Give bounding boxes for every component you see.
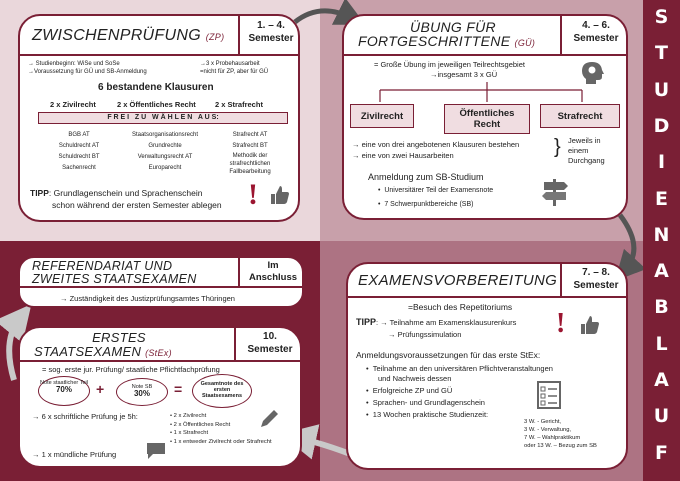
zp-subject: Verwaltungsrecht AT xyxy=(137,154,193,160)
signpost-icon xyxy=(540,176,570,206)
side-title-letter: D xyxy=(653,114,670,137)
zp-title: ZWISCHENPRÜFUNG (ZP) xyxy=(32,27,225,44)
exclamation-icon: ! xyxy=(556,308,566,339)
gu-semester: 4. – 6. Semester xyxy=(560,16,628,54)
card-zwischenpruefung xyxy=(18,14,300,222)
ex-title: EXAMENSVORBEREITUNG xyxy=(358,272,558,289)
ex-req-item: • Sprachen- und Grundlagenschein xyxy=(366,398,485,407)
ex-req-item: • 13 Wochen praktische Studienzeit: xyxy=(366,410,489,419)
thumbs-up-icon xyxy=(268,184,290,206)
ref-text: → Zuständigkeit des Justizprüfungsamtes Thüringen xyxy=(60,294,235,303)
zp-col-head: 2 x Strafrecht xyxy=(215,100,263,109)
zp-subject: Methodik der xyxy=(232,153,268,159)
zp-subject: Strafrecht AT xyxy=(232,132,268,138)
side-title-letter: N xyxy=(653,223,670,246)
stex-text: = sog. erste jur. Prüfung/ staatliche Pflichtfachprüfung xyxy=(42,365,220,374)
zp-semester: 1. – 4. Semester xyxy=(238,16,300,54)
gu-header xyxy=(344,16,626,56)
zp-text: →3 x Probehausarbeit xyxy=(200,61,260,67)
gu-box-zivilrecht: Zivilrecht xyxy=(350,104,414,128)
thumbs-up-icon xyxy=(578,314,600,336)
zp-text: →Voraussetzung für GÜ und SB-Anmeldung xyxy=(28,69,147,75)
zp-subject: Strafrecht BT xyxy=(232,143,268,149)
ex-semester: 7. – 8. Semester xyxy=(560,264,628,296)
side-title-letter: T xyxy=(655,42,668,65)
zp-text: → Studienbeginn: WiSe und SoSe xyxy=(28,61,120,67)
ref-title: REFERENDARIAT UND ZWEITES STAATSEXAMEN xyxy=(32,259,197,286)
zp-col1-list xyxy=(34,130,124,174)
ex-week-item: 3 W. - Verwaltung, xyxy=(524,427,572,433)
zp-subject: Europarecht xyxy=(148,165,182,171)
gu-bullet: → eine von zwei Hausarbeiten xyxy=(352,151,454,160)
gu-bullet: → eine von drei angebotenen Klausuren bestehen xyxy=(352,140,520,149)
zp-subject: Fallbearbeitung xyxy=(229,169,271,175)
arrow-gu-to-ex xyxy=(620,215,634,270)
gu-sb-item: • 7 Schwerpunktbereiche (SB) xyxy=(378,201,474,208)
stex-title: ERSTES STAATSEXAMEN (StEx) xyxy=(34,330,172,359)
side-title-letter: B xyxy=(654,296,669,319)
zp-tipp-line2: schon während der ersten Semester ablegen xyxy=(52,200,222,210)
side-title-letter: A xyxy=(654,369,669,391)
side-title-letter: S xyxy=(654,6,669,28)
ex-req-item-cont: und Nachweis dessen xyxy=(378,374,452,383)
pencil-icon xyxy=(258,408,280,430)
zp-header xyxy=(20,16,298,56)
ex-req-item: • Teilnahme an den universitären Pflichtveranstaltungen xyxy=(366,364,553,373)
card-examensvorbereitung xyxy=(346,262,628,470)
zp-col-head: 2 x Öffentliches Recht xyxy=(117,100,196,109)
gu-text: = Große Übung im jeweiligen Teilrechtsgebiet xyxy=(374,60,525,69)
ref-header xyxy=(20,258,302,288)
zp-col2-list xyxy=(115,130,215,174)
gu-brace-note xyxy=(568,136,605,166)
side-title-letter: E xyxy=(655,187,668,210)
gu-sb-heading: Anmeldung zum SB-Studium xyxy=(368,172,484,182)
stex-written-item: • 1 x Strafrecht xyxy=(170,430,209,436)
ex-week-item: 7 W. – Wahlpraktikum xyxy=(524,435,581,441)
gu-text: →insgesamt 3 x GÜ xyxy=(430,70,498,79)
oval-note-sb: Note SB 30% xyxy=(116,378,168,406)
stex-written-item: • 1 x entweder Zivilrecht oder Strafrecht xyxy=(170,438,272,445)
ex-week-item: oder 13 W. – Bezug zum SB xyxy=(524,443,597,449)
zp-choose-banner: F R E I Z U W Ä H L E N A U S: xyxy=(38,112,288,124)
side-title-letter: I xyxy=(657,151,666,174)
speech-bubble-icon xyxy=(146,442,166,460)
gu-connector-lines xyxy=(344,80,628,104)
side-title-letter: U xyxy=(653,405,670,428)
side-title-letter: A xyxy=(654,260,669,283)
ex-header xyxy=(348,264,626,298)
zp-col-head: 2 x Zivilrecht xyxy=(50,100,96,109)
side-title-letter: U xyxy=(653,78,670,101)
stex-written-list xyxy=(170,412,272,446)
ex-tipp-line2: → Prüfungssimulation xyxy=(388,330,462,339)
ex-req-heading: Anmeldungsvoraussetzungen für das erste StEx: xyxy=(356,350,541,360)
stex-written: → 6 x schriftliche Prüfung je 5h: xyxy=(32,412,138,421)
zp-subject: BGB AT xyxy=(68,132,90,138)
gu-brace-line: Durchgang xyxy=(568,156,605,165)
oval-staatlicher-teil: Note staatlicher Teil 70% xyxy=(38,376,90,406)
side-title-letter: F xyxy=(655,441,668,464)
zp-text: =nicht für ZP, aber für GÜ xyxy=(200,69,269,75)
zp-subject: Schuldrecht BT xyxy=(58,154,100,160)
ex-week-item: 3 W. - Gericht, xyxy=(524,419,562,425)
zp-col3-list xyxy=(205,130,295,176)
zp-subject: Grundrechte xyxy=(148,143,182,149)
side-title-letter: L xyxy=(655,332,668,355)
stex-header xyxy=(20,328,300,362)
oval-gesamtnote: Gesamtnote des ersten Staatsexamens xyxy=(192,374,252,408)
zp-subject: Sachenrecht xyxy=(62,165,96,171)
stex-written-item: • 2 x Zivilrecht xyxy=(170,413,207,419)
card-uebung-fortgeschrittene xyxy=(342,14,628,220)
exclamation-icon: ! xyxy=(248,178,258,211)
equals-icon: = xyxy=(174,381,183,397)
checklist-icon xyxy=(536,380,562,410)
ex-text: =Besuch des Repetitoriums xyxy=(408,302,513,312)
zp-tipp: TIPP: Grundlagenschein und Sprachenschein xyxy=(30,188,203,198)
zp-subject: Schuldrecht AT xyxy=(58,143,100,149)
gu-title: ÜBUNG FÜR FORTGESCHRITTENE (GÜ) xyxy=(358,19,536,49)
zp-subject: Staatsorganisationsrecht xyxy=(131,132,199,138)
card-referendariat xyxy=(18,256,304,308)
ex-weeks-list xyxy=(524,418,597,450)
ex-tipp: TIPP: → Teilnahme am Examensklausurenkurs xyxy=(356,317,517,327)
stex-oral: → 1 x mündliche Prüfung xyxy=(32,450,117,459)
stex-semester: 10. Semester xyxy=(234,328,302,360)
gu-brace-line: Jeweils in xyxy=(568,136,601,145)
card-erstes-staatsexamen xyxy=(18,326,302,468)
gu-brace-line: einem xyxy=(568,146,589,155)
ex-req-item: • Erfolgreiche ZP und GÜ xyxy=(366,386,453,395)
gu-box-strafrecht: Strafrecht xyxy=(540,104,620,128)
brace-icon: } xyxy=(554,136,561,158)
plus-icon: + xyxy=(96,381,105,397)
zp-exams-heading: 6 bestandene Klausuren xyxy=(98,82,214,93)
gu-box-oeffentliches-recht: Öffentliches Recht xyxy=(444,104,530,134)
side-title-bar xyxy=(643,0,680,481)
zp-subject: strafrechtlichen xyxy=(229,161,271,167)
gu-sb-item: • Universitärer Teil der Examensnote xyxy=(378,187,494,194)
ref-timing: Im Anschluss xyxy=(238,258,304,286)
stex-written-item: • 2 x Öffentliches Recht xyxy=(170,421,231,428)
